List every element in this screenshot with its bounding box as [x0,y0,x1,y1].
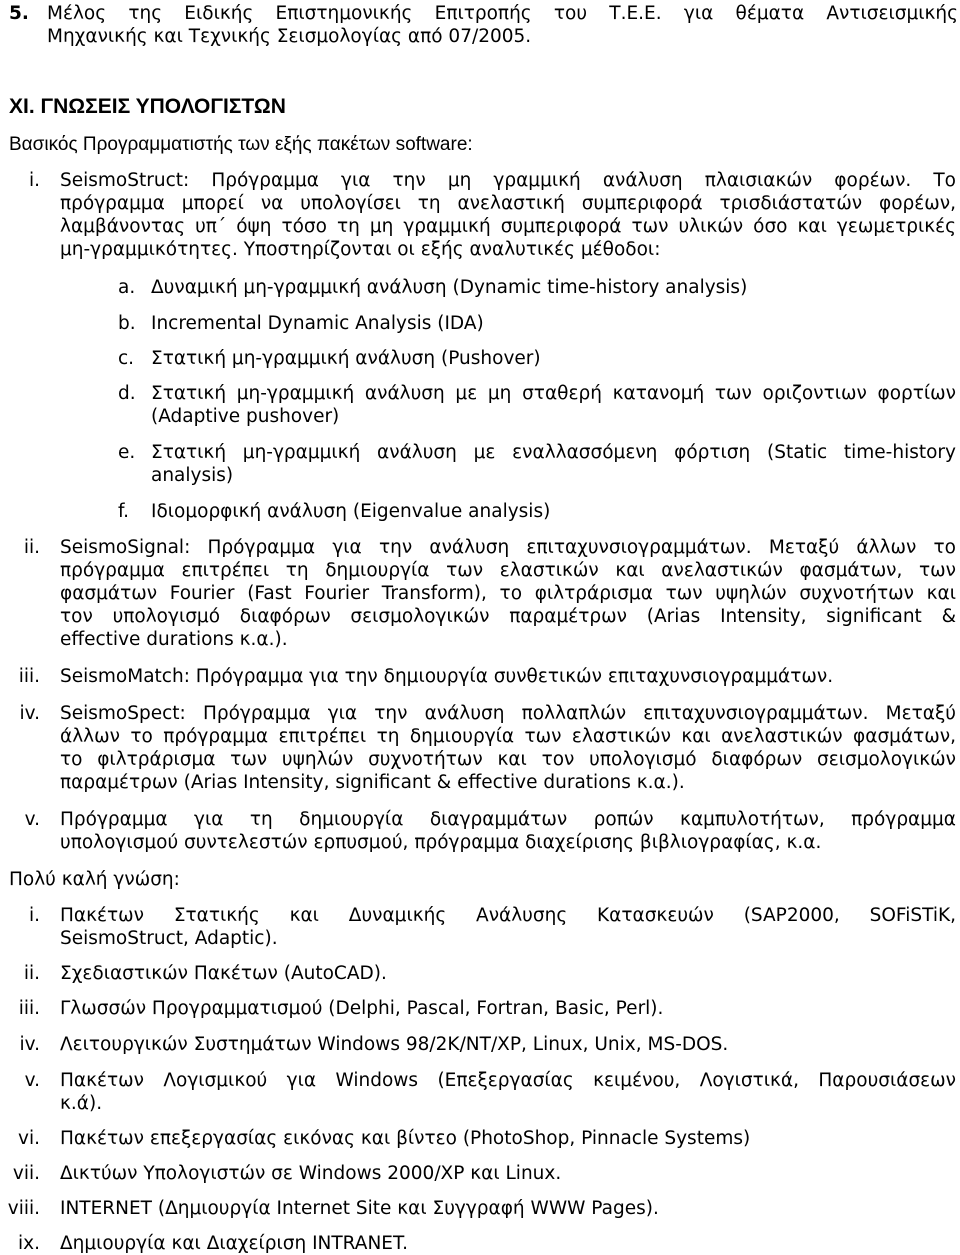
knowledge-item [60,1033,956,1056]
good-knowledge-title: Πολύ καλή γνώση: [9,869,180,890]
item-number: iv. [19,703,40,724]
item-line: SeismoMatch: Πρόγραμμα για την δημιουργία συνθετικών επιταχυνσιογραμμάτων. [60,666,834,687]
item-line: Πακέτων Λογισμικού για Windows (Επεξεργασίας κειμένου, Λογιστικά, Παρουσιάσεων [60,1070,956,1091]
item-line: SeismoSignal: Πρόγραμμα για την ανάλυση επιταχυνσιογραμμάτων. Μεταξύ άλλων το [60,537,956,558]
item-number: iii. [18,998,40,1019]
item-line: υπολογισμού συντελεστών ερπυσμού, πρόγραμμα διαχείρισης βιβλιογραφίας, κ.α. [60,832,822,853]
knowledge-item [60,1127,956,1150]
software-item-seismosignal [60,536,956,651]
item-line: Λειτουργικών Συστημάτων Windows 98/2K/NT/XP, Linux, Unix, MS-DOS. [60,1034,729,1055]
item-line: effective durations κ.α.). [60,629,288,650]
item-number: i. [28,905,40,926]
item-line: το φιλτράρισμα των υψηλών συχνοτήτων και τον υπολογισμό διαφόρων σεισμολογικών [60,749,956,770]
item-line: INTERNET (Δημιουργία Internet Site και Συγγραφή WWW Pages). [60,1198,659,1219]
item-line: SeismoSpect: Πρόγραμμα για την ανάλυση πολλαπλών επιταχυνσιογραμμάτων. Μεταξύ [60,703,956,724]
item-number: vii. [12,1163,40,1184]
knowledge-item [60,1069,956,1115]
item-number: viii. [7,1198,40,1219]
method-text [151,382,956,428]
item-line: Πακέτων επεξεργασίας εικόνας και βίντεο (PhotoShop, Pinnacle Systems) [60,1128,751,1149]
entry-line: Μέλος της Ειδικής Επιστημονικής Επιτροπής του Τ.Ε.Ε. για θέματα Αντισεισμικής [47,3,958,24]
method-line: (Adaptive pushover) [151,406,340,427]
entry-text [47,2,958,48]
item-line: πρόγραμμα μπορεί να υπολογίσει τη ανελαστική συμπεριφορά τρισδιάστατών φορέων, [60,193,956,214]
knowledge-item [60,962,956,985]
software-item-other [60,808,956,854]
item-line: SeismoStruct: Πρόγραμμα για την μη γραμμική ανάλυση πλαισιακών φορέων. Το [60,170,956,191]
item-number: v. [24,809,40,830]
method-text: Δυναμική μη-γραμμική ανάλυση (Dynamic time-history analysis) [151,277,748,298]
item-line: Δικτύων Υπολογιστών σε Windows 2000/XP και Linux. [60,1163,562,1184]
item-line: παραμέτρων (Arias Intensity, significant & effective durations κ.α.). [60,772,685,793]
item-line: Δημιουργία και Διαχείριση INTRANET. [60,1233,408,1254]
item-number: i. [28,170,40,191]
item-line: Γλωσσών Προγραμματισμού (Delphi, Pascal, Fortran, Basic, Perl). [60,998,664,1019]
item-line: άλλων το πρόγραμμα επιτρέπει τη δημιουργία των ελαστικών και ανελαστικών φασμάτων, [60,726,956,747]
software-item-seismospect [60,702,956,794]
method-text: Ιδιομορφική ανάλυση (Eigenvalue analysis) [151,501,551,522]
knowledge-item [60,1232,956,1255]
knowledge-item [60,997,956,1020]
item-number: ix. [18,1233,40,1254]
method-line: Στατική μη-γραμμική ανάλυση με μη σταθερή κατανομή των οριζοντιων φορτίων [151,383,956,404]
knowledge-item [60,1197,956,1220]
entry-number: 5. [9,3,29,24]
item-line: μη-γραμμικότητες. Υποστηρίζονται οι εξής αναλυτικές μέθοδοι: [60,239,661,260]
method-line: analysis) [151,465,234,486]
entry-line: Μηχανικής και Τεχνικής Σεισμολογίας από 07/2005. [47,26,532,47]
item-line: πρόγραμμα επιτρέπει τη δημιουργία των ελαστικών και ανελαστικών φασμάτων, των [60,560,956,581]
item-number: iv. [19,1034,40,1055]
method-text [151,441,956,487]
method-text: Στατική μη-γραμμική ανάλυση (Pushover) [151,348,541,369]
method-letter: a. [118,277,136,298]
method-letter: c. [118,348,135,369]
item-line: Σχεδιαστικών Πακέτων (AutoCAD). [60,963,387,984]
item-line: Πακέτων Στατικής και Δυναμικής Ανάλυσης Κατασκευών (SAP2000, SOFiSTiK, [60,905,956,926]
item-number: ii. [23,537,40,558]
item-number: ii. [23,963,40,984]
knowledge-item [60,1162,956,1185]
item-line: φασμάτων Fourier (Fast Fourier Transform), το φιλτράρισμα των υψηλών συχνοτήτων και [60,583,956,604]
item-number: vi. [18,1128,40,1149]
item-line: λαμβάνοντας υπ΄ όψη τόσο τη μη γραμμική συμπεριφορά των υλικών όσο και γεωμετρικές [60,216,956,237]
method-letter: b. [118,313,136,334]
software-item-seismomatch [60,665,956,688]
method-text: Incremental Dynamic Analysis (IDA) [151,313,484,334]
method-line: Στατική μη-γραμμική ανάλυση με εναλλασσόμενη φόρτιση (Static time-history [151,442,956,463]
method-letter: d. [118,383,136,404]
item-line: τον υπολογισμό διαφόρων σεισμολογικών παραμέτρων (Arias Intensity, significant & [60,606,956,627]
item-line: SeismoStruct, Adaptic). [60,928,278,949]
knowledge-item [60,904,956,950]
item-line: κ.ά). [60,1093,103,1114]
item-number: iii. [18,666,40,687]
section-intro: Βασικός Προγραμματιστής των εξής πακέτων software: [9,134,473,155]
section-title: XI. ΓΝΩΣΕΙΣ ΥΠΟΛΟΓΙΣΤΩΝ [9,95,286,118]
method-letter: f. [118,501,130,522]
method-letter: e. [118,442,136,463]
item-line: Πρόγραμμα για τη δημιουργία διαγραμμάτων ροπών καμπυλοτήτων, πρόγραμμα [60,809,956,830]
software-item-seismostruct [60,169,956,261]
item-number: v. [24,1070,40,1091]
